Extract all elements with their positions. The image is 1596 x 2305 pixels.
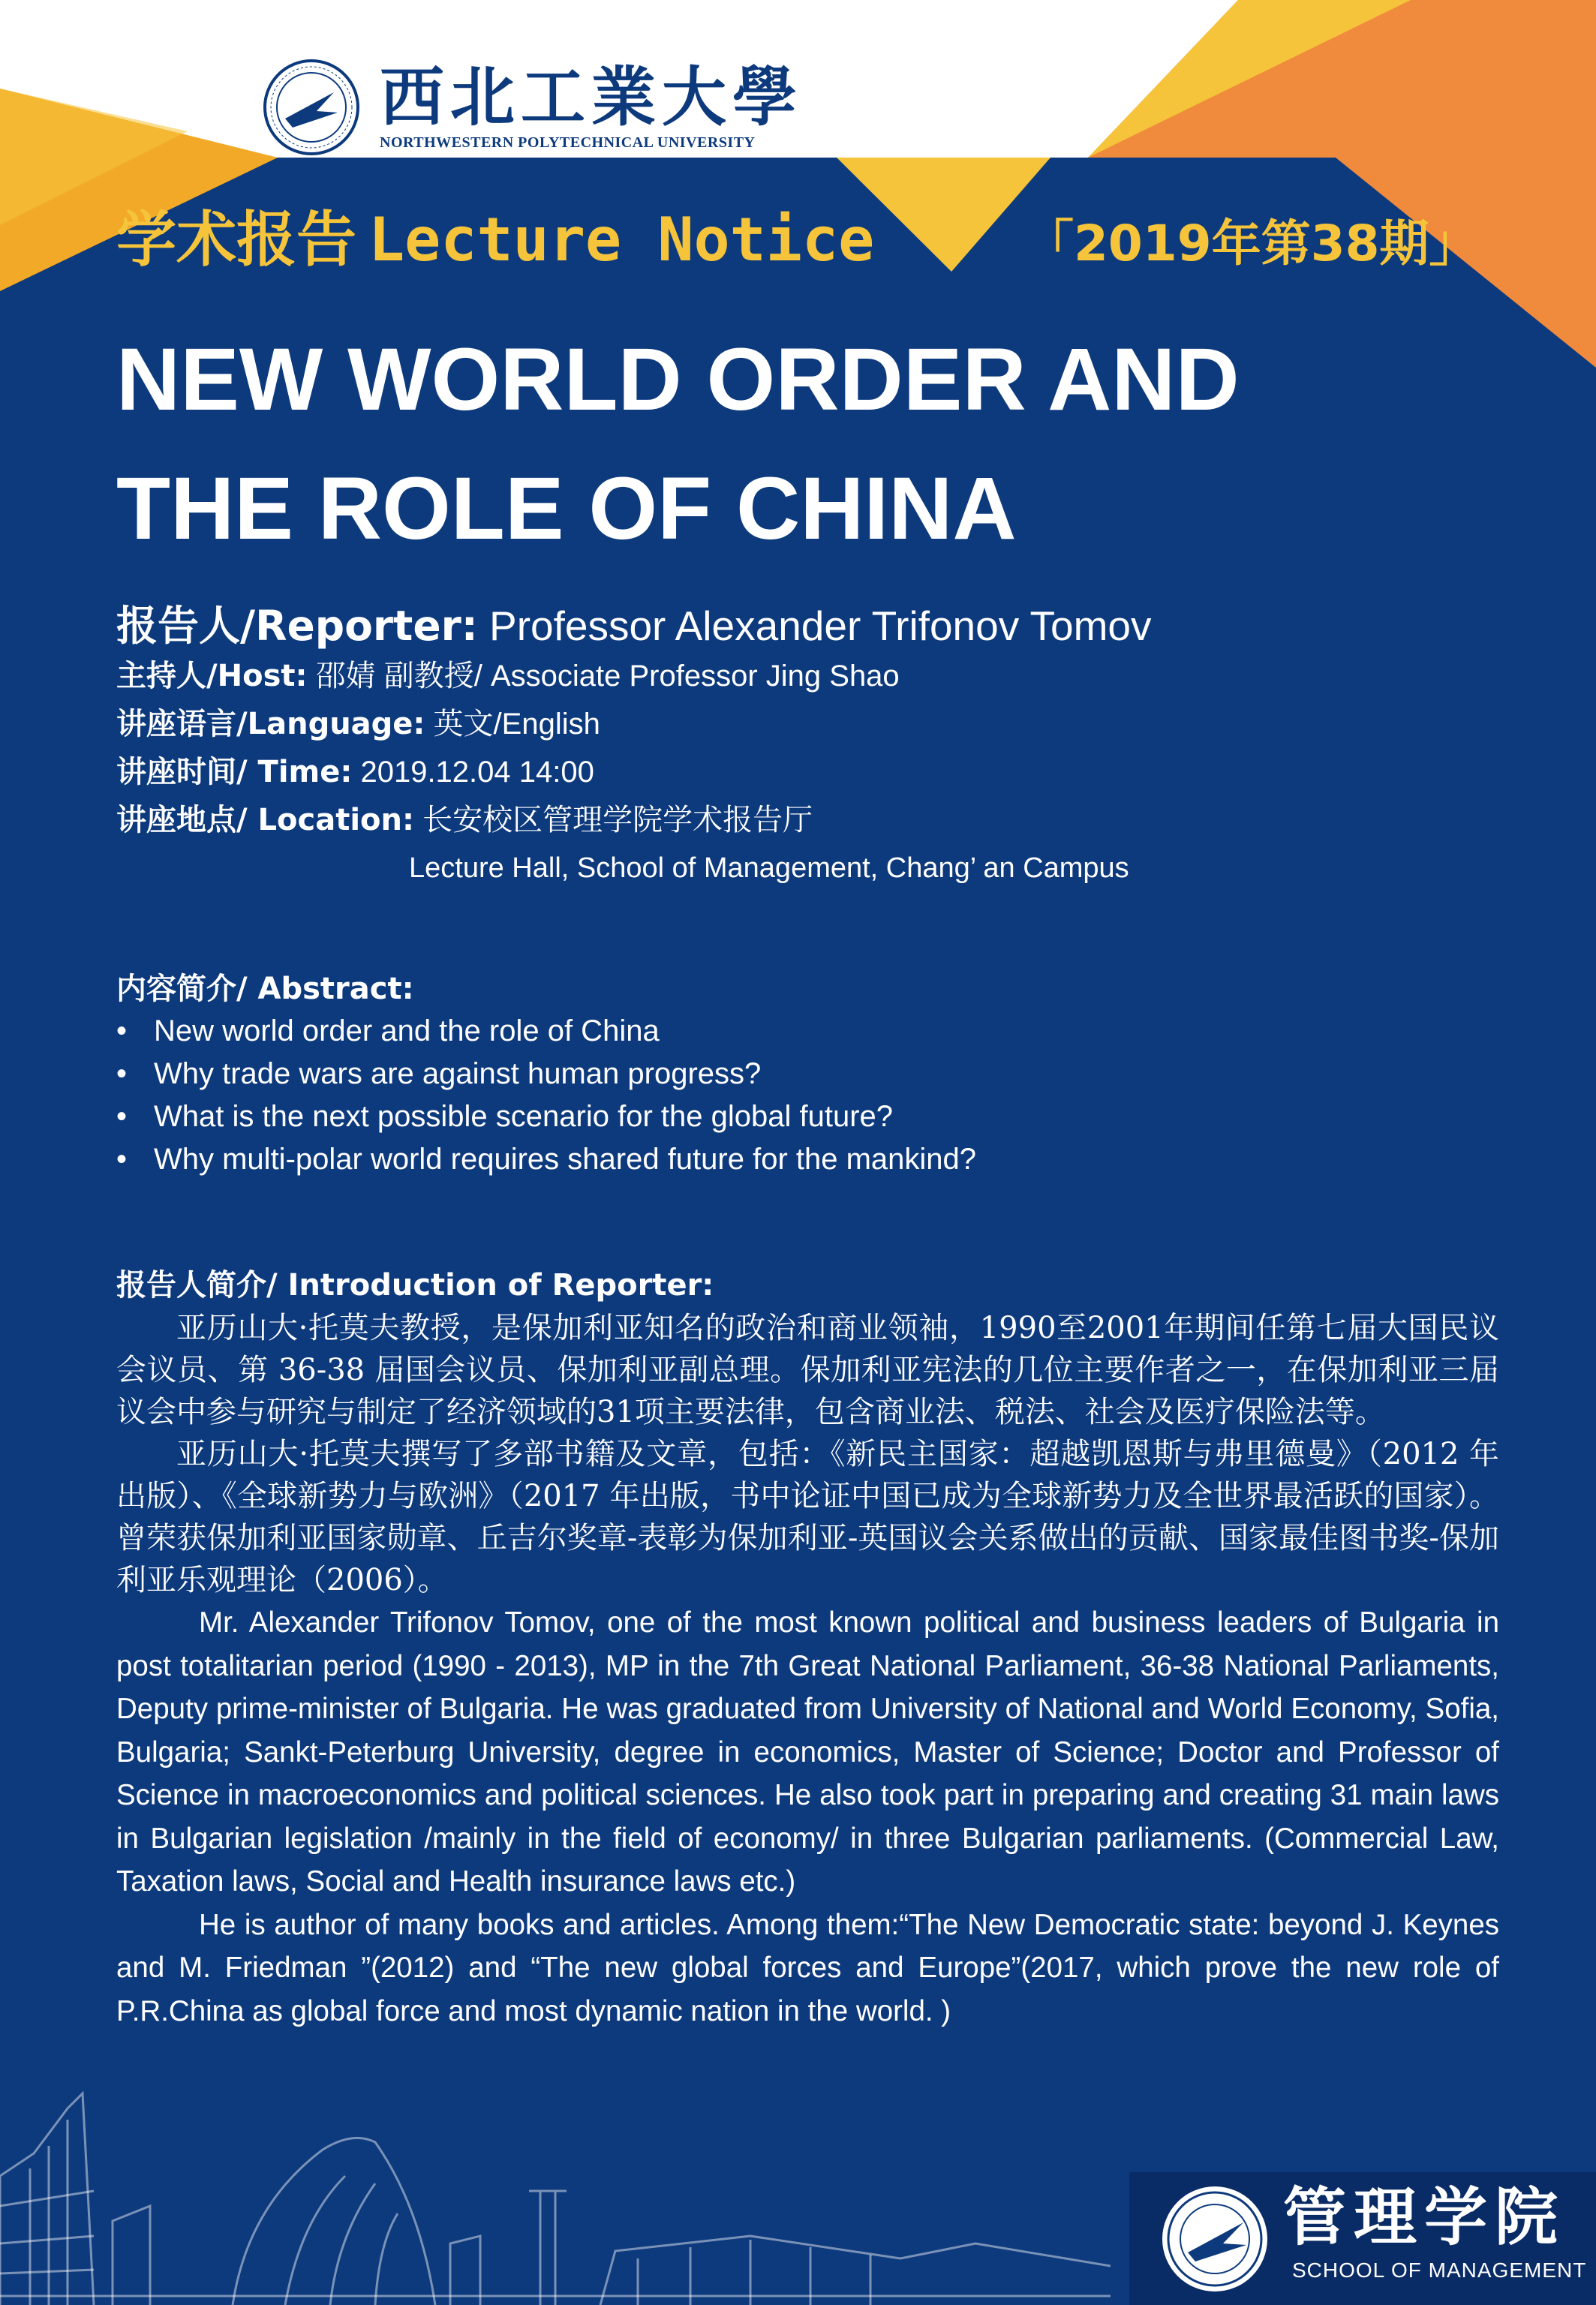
introduction-paragraph-en: He is author of many books and articles. Among them:“The New Democratic state: beyond J. Keynes and M. Friedman ”(2012) and “The new global forces and Europe”(2017, which prove the new role of P.R.China as global force and most dynamic nation in the world. ) bbox=[116, 1908, 1499, 2027]
time-value: 2019.12.04 14:00 bbox=[352, 756, 594, 789]
location-english: Lecture Hall, School of Management, Chang’ an Campus bbox=[409, 852, 1129, 884]
issue-number: 「2019年第38期」 bbox=[1024, 215, 1479, 272]
right-triangle bbox=[1088, 0, 1596, 368]
university-seal-icon bbox=[263, 59, 360, 156]
university-name bbox=[380, 59, 803, 152]
school-name-en: SCHOOL OF MANAGEMENT bbox=[1292, 2258, 1587, 2282]
time-row bbox=[116, 751, 594, 793]
abstract-heading: 内容简介/ Abstract: bbox=[116, 972, 414, 1006]
reporter-label: 报告人/Reporter: bbox=[116, 602, 478, 650]
introduction-body bbox=[116, 1307, 1499, 2033]
lecture-notice-heading bbox=[116, 204, 874, 276]
introduction-heading: 报告人简介/ Introduction of Reporter: bbox=[116, 1268, 714, 1303]
abstract-list bbox=[116, 1010, 1504, 1181]
abstract-item: • What is the next possible scenario for the global future? bbox=[116, 1095, 1504, 1138]
location-label: 讲座地点/ Location: bbox=[116, 803, 414, 837]
campus-skyline-illustration bbox=[0, 2018, 1111, 2305]
title-line: NEW WORLD ORDER AND bbox=[116, 330, 1240, 429]
language-row bbox=[116, 703, 600, 745]
location-row bbox=[116, 799, 813, 841]
introduction-paragraph-cn: 亚历山大·托莫夫教授，是保加利亚知名的政治和商业领袖，1990至2001年期间任第七届大国民议会议员、第 36-38 届国会议员、保加利亚副总理。保加利亚宪法的几位主要作者之一，在保加利亚三届议会中参与研究与制定了经济领域的31项主要法律，包含商业法、税法、社会及医疗保险法等。 bbox=[116, 1311, 1499, 1429]
lecture-notice-en: Lecture Notice bbox=[368, 205, 875, 275]
school-name-cn: 管理学院 bbox=[1283, 2180, 1566, 2254]
host-label: 主持人/Host: bbox=[116, 659, 308, 693]
language-label: 讲座语言/Language: bbox=[116, 707, 425, 741]
introduction-paragraph-en: Mr. Alexander Trifonov Tomov, one of the most known political and business leaders of Bulgaria in post totalitarian period (1990 - 2013), MP in the 7th Great National Parliament, 36-38 National Parliaments, Deputy prime-minister of Bulgaria. He was graduated from University of National and World Economy, Sofia, Bulgaria; Sankt-Peterburg University, degree in economics, Master of Science; Doctor and Professor of Science in macroeconomics and political sciences. He also took part in preparing and creating 31 main laws in Bulgarian legislation /mainly in the field of economy/ in three Bulgarian parliaments. (Commercial Law, Taxation laws, Social and Health insurance laws etc.) bbox=[116, 1606, 1499, 1898]
university-name-cn: 西北工業大學 bbox=[380, 59, 803, 135]
university-logo bbox=[263, 59, 803, 156]
reporter-value: Professor Alexander Trifonov Tomov bbox=[477, 603, 1152, 649]
title-line: THE ROLE OF CHINA bbox=[116, 459, 1017, 558]
reporter-row bbox=[116, 600, 1152, 651]
time-label: 讲座时间/ Time: bbox=[116, 755, 353, 789]
lecture-title bbox=[116, 315, 1542, 573]
host-row bbox=[116, 655, 900, 697]
location-value: 长安校区管理学院学术报告厅 bbox=[414, 804, 813, 837]
abstract-item: • Why multi-polar world requires shared future for the mankind? bbox=[116, 1138, 1504, 1181]
university-name-en: NORTHWESTERN POLYTECHNICAL UNIVERSITY bbox=[380, 134, 756, 151]
school-seal-icon bbox=[1159, 2183, 1270, 2294]
abstract-item: • New world order and the role of China bbox=[116, 1010, 1504, 1053]
language-value: 英文/English bbox=[425, 708, 600, 741]
lecture-notice-cn: 学术报告 bbox=[116, 205, 356, 275]
host-value: 邵婧 副教授/ Associate Professor Jing Shao bbox=[307, 660, 900, 693]
abstract-item: • Why trade wars are against human progress? bbox=[116, 1053, 1504, 1095]
introduction-paragraph-cn: 亚历山大·托莫夫撰写了多部书籍及文章，包括：《新民主国家：超越凯恩斯与弗里德曼》（2012 年出版）、《全球新势力与欧洲》（2017 年出版，书中论证中国已成为全球新势力及全世界最活跃的国家）。曾荣获保加利亚国家勋章、丘吉尔奖章-表彰为保加利亚-英国议会关系做出的贡献、国家最佳图书奖-保加利亚乐观理论（2006）。 bbox=[116, 1437, 1499, 1597]
